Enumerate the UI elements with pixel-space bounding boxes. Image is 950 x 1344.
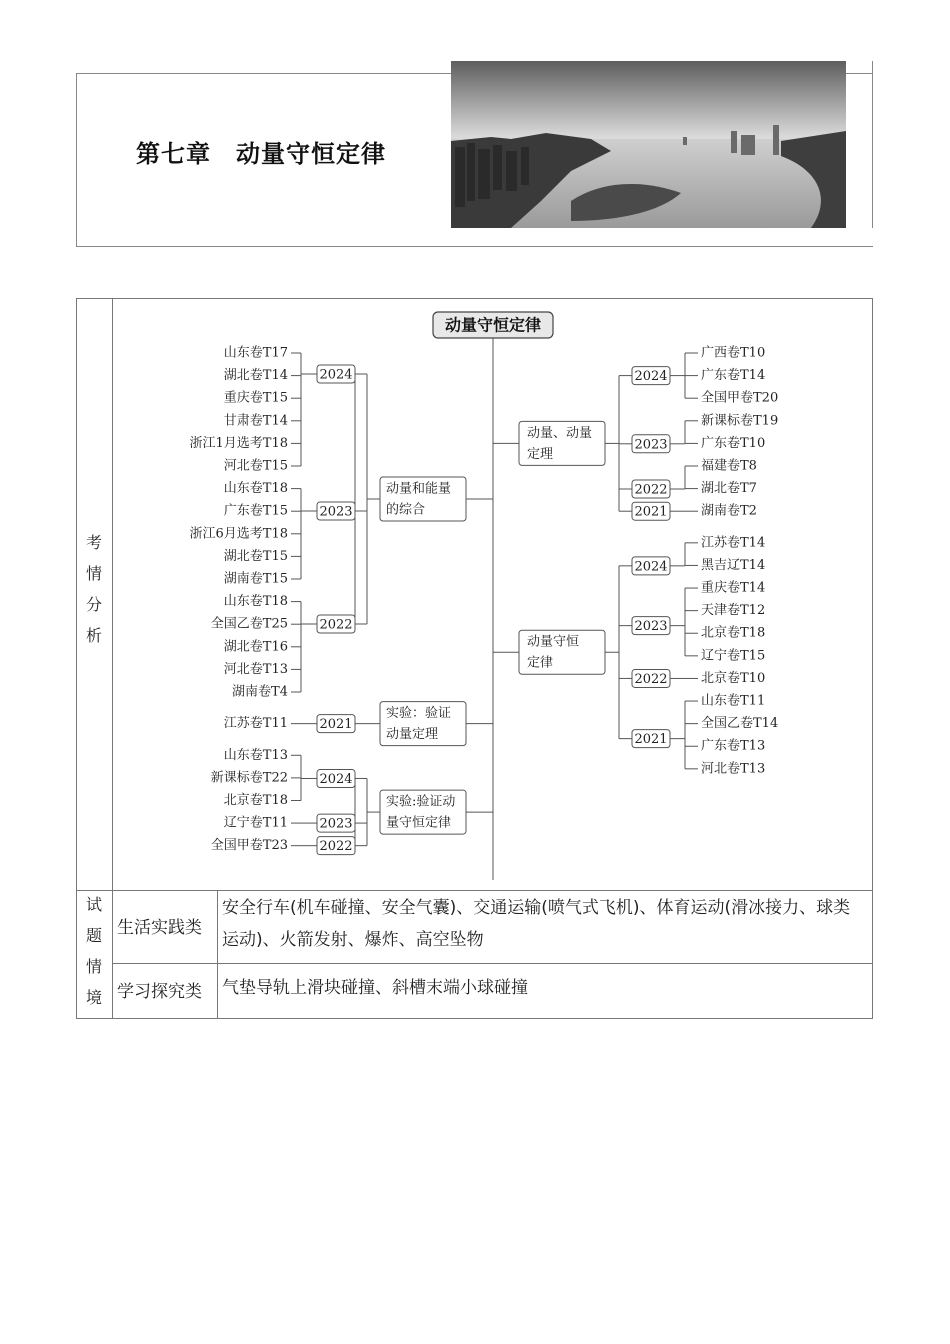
year-label: 2023 (319, 504, 353, 520)
exam-item: 福建卷T8 (701, 458, 757, 474)
scenario-category: 生活实践类 (117, 918, 202, 938)
chapter-title: 第七章 动量守恒定律 (136, 140, 386, 168)
exam-item: 全国甲卷T20 (701, 390, 779, 406)
exam-item: 湖北卷T7 (701, 481, 757, 497)
exam-item: 浙江6月选考T18 (189, 526, 288, 542)
exam-item: 北京卷T10 (701, 670, 766, 686)
exam-item: 山东卷T11 (701, 693, 766, 709)
exam-item: 河北卷T15 (223, 458, 288, 474)
exam-item: 山东卷T18 (223, 481, 288, 497)
exam-item: 河北卷T13 (223, 661, 288, 677)
year-label: 2024 (319, 367, 353, 383)
year-label: 2021 (634, 732, 668, 748)
year-label: 2023 (634, 619, 668, 635)
scenario-row-divider (112, 963, 872, 964)
exam-item: 广东卷T15 (223, 503, 288, 519)
topic-label: 量守恒定律 (386, 815, 452, 831)
topic-label: 动量和能量 (386, 481, 452, 497)
exam-item: 江苏卷T11 (223, 716, 288, 732)
exam-item: 湖南卷T4 (232, 684, 288, 700)
exam-item: 甘肃卷T14 (223, 413, 288, 429)
exam-item: 全国甲卷T23 (210, 838, 288, 854)
year-label: 2022 (319, 617, 353, 633)
exam-item: 河北卷T13 (701, 761, 766, 777)
scenario-description: 气垫导轨上滑块碰撞、斜槽末端小球碰撞 (222, 978, 528, 998)
topic-label: 的综合 (386, 502, 426, 518)
exam-item: 山东卷T17 (223, 345, 288, 361)
exam-item: 广东卷T10 (701, 435, 766, 451)
root-label: 动量守恒定律 (444, 315, 542, 335)
exam-item: 北京卷T18 (701, 625, 766, 641)
year-label: 2023 (634, 437, 668, 453)
exam-item: 湖北卷T14 (223, 368, 288, 384)
year-label: 2024 (319, 771, 353, 787)
topic-label: 实验:验证动 (386, 794, 456, 810)
exam-item: 江苏卷T14 (701, 535, 766, 551)
exam-item: 黑吉辽T14 (701, 557, 766, 573)
scenario-description: 安全行车(机车碰撞、安全气囊)、交通运输(喷气式飞机)、体育运动(滑冰接力、球类 运动)、火箭发射、爆炸、高空坠物 (222, 898, 851, 950)
exam-item: 新课标卷T19 (701, 413, 779, 429)
exam-item: 广西卷T10 (701, 345, 766, 361)
exam-item: 天津卷T12 (701, 603, 766, 619)
year-label: 2021 (634, 504, 668, 520)
exam-item: 山东卷T13 (223, 747, 288, 763)
year-label: 2024 (634, 369, 668, 385)
exam-item: 辽宁卷T15 (701, 648, 766, 664)
topic-label: 动量定理 (386, 727, 439, 743)
exam-item: 全国乙卷T25 (210, 616, 288, 632)
topic-label: 动量、动量 (527, 425, 593, 441)
year-label: 2022 (634, 671, 668, 687)
exam-item: 辽宁卷T11 (223, 815, 288, 831)
year-label: 2021 (319, 717, 353, 733)
topic-label: 定律 (527, 655, 554, 671)
topic-label: 定理 (527, 446, 554, 462)
exam-analysis-label: 考 情 分 析 (85, 533, 102, 645)
year-label: 2022 (319, 839, 353, 855)
topic-label: 动量守恒 (527, 634, 580, 650)
scenario-category: 学习探究类 (117, 982, 202, 1002)
exam-item: 湖北卷T15 (223, 548, 288, 564)
topic-label: 实验：验证 (386, 706, 452, 722)
exam-item: 新课标卷T22 (210, 770, 288, 786)
exam-item: 山东卷T18 (223, 594, 288, 610)
year-label: 2024 (634, 559, 668, 575)
category-divider (217, 890, 218, 1018)
exam-item: 广东卷T14 (701, 368, 766, 384)
scenario-label: 试 题 情 境 (85, 895, 102, 1007)
exam-item: 广东卷T13 (701, 738, 766, 754)
year-label: 2022 (634, 482, 668, 498)
exam-item: 湖南卷T2 (701, 503, 757, 519)
exam-item: 北京卷T18 (223, 792, 288, 808)
year-label: 2023 (319, 816, 353, 832)
row-divider (77, 890, 872, 891)
exam-item: 湖南卷T15 (223, 571, 288, 587)
exam-item: 浙江1月选考T18 (189, 435, 288, 451)
exam-item: 重庆卷T14 (701, 580, 766, 596)
exam-item: 重庆卷T15 (223, 390, 288, 406)
exam-item: 湖北卷T16 (223, 639, 288, 655)
exam-item: 全国乙卷T14 (701, 716, 779, 732)
